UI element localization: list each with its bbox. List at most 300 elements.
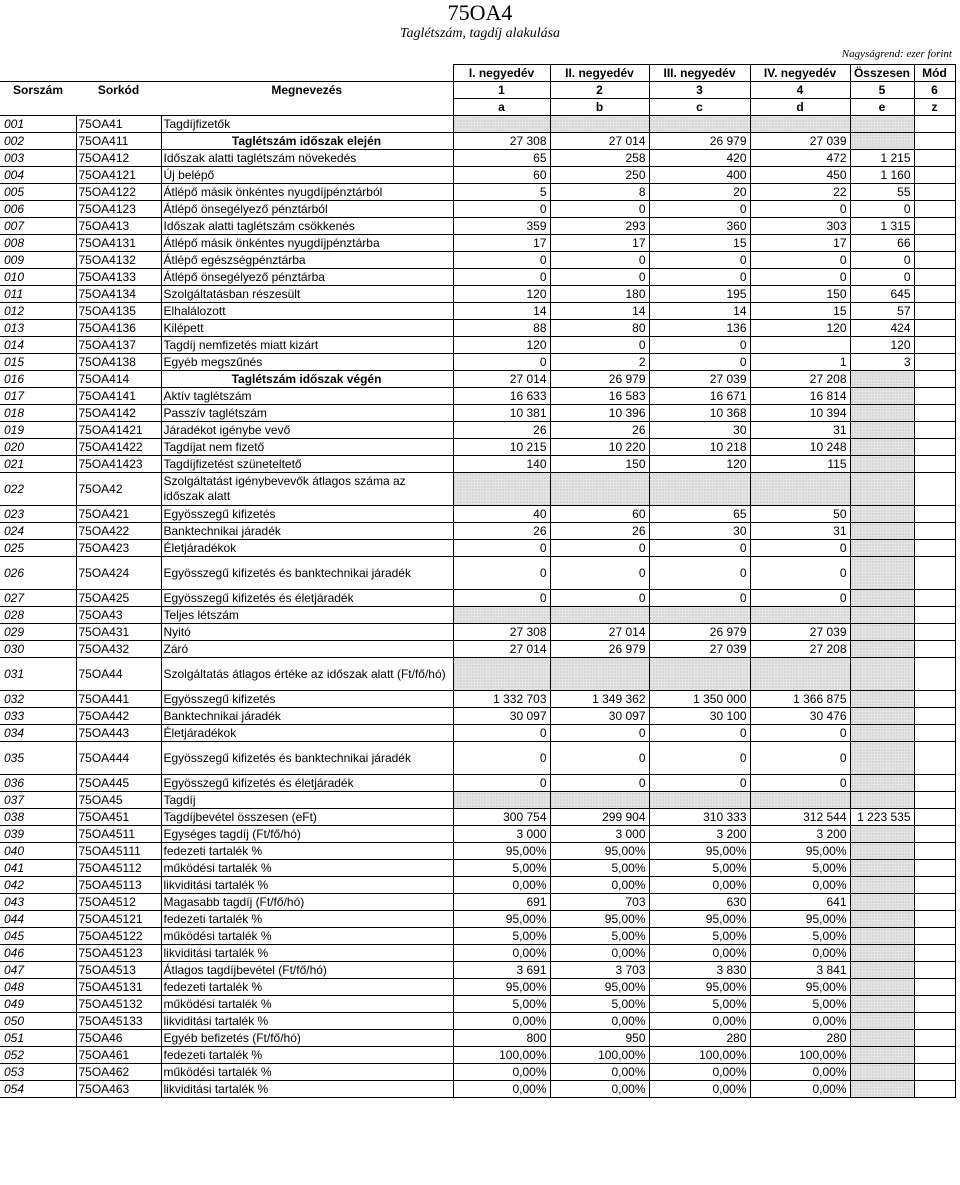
row-q1-value: 0 bbox=[453, 252, 550, 269]
table-row bbox=[0, 439, 955, 456]
row-q2-value: 0,00% bbox=[550, 1064, 649, 1081]
row-sorszam: 009 bbox=[0, 252, 76, 269]
table-row bbox=[0, 422, 955, 439]
row-sorkod: 75OA4142 bbox=[76, 405, 161, 422]
row-sorkod: 75OA45133 bbox=[76, 1013, 161, 1030]
col-letter-e: e bbox=[850, 99, 914, 116]
row-megnevezes: Tagdíj nemfizetés miatt kizárt bbox=[161, 337, 453, 354]
row-q1-value: 14 bbox=[453, 303, 550, 320]
row-megnevezes: Tagdíjat nem fizető bbox=[161, 439, 453, 456]
row-megnevezes: Szolgáltatást igénybevevők átlagos száma az időszak alatt bbox=[161, 473, 453, 506]
row-q2-value: 10 220 bbox=[550, 439, 649, 456]
row-mod-value bbox=[914, 792, 955, 809]
row-q2-value: 17 bbox=[550, 235, 649, 252]
row-mod-value bbox=[914, 1081, 955, 1098]
row-q3-value: 0 bbox=[649, 540, 750, 557]
col-num-3: 3 bbox=[649, 82, 750, 99]
row-q1-value: 26 bbox=[453, 523, 550, 540]
row-q2-value bbox=[550, 658, 649, 691]
row-total-value: 0 bbox=[850, 201, 914, 218]
row-megnevezes: Egyösszegű kifizetés bbox=[161, 691, 453, 708]
row-megnevezes: Elhalálozott bbox=[161, 303, 453, 320]
row-mod-value bbox=[914, 979, 955, 996]
row-total-value: 3 bbox=[850, 354, 914, 371]
row-mod-value bbox=[914, 590, 955, 607]
row-sorszam: 007 bbox=[0, 218, 76, 235]
row-sorszam: 050 bbox=[0, 1013, 76, 1030]
row-sorkod: 75OA46 bbox=[76, 1030, 161, 1047]
row-q4-value: 5,00% bbox=[750, 860, 850, 877]
row-sorszam: 026 bbox=[0, 557, 76, 590]
row-q3-value: 30 bbox=[649, 422, 750, 439]
row-megnevezes: Egyösszegű kifizetés és banktechnikai járadék bbox=[161, 557, 453, 590]
row-sorkod: 75OA411 bbox=[76, 133, 161, 150]
row-mod-value bbox=[914, 456, 955, 473]
row-sorszam: 023 bbox=[0, 506, 76, 523]
row-mod-value bbox=[914, 658, 955, 691]
row-sorszam: 003 bbox=[0, 150, 76, 167]
table-row bbox=[0, 252, 955, 269]
row-sorkod: 75OA422 bbox=[76, 523, 161, 540]
row-q1-value: 140 bbox=[453, 456, 550, 473]
row-sorszam: 032 bbox=[0, 691, 76, 708]
row-sorszam: 016 bbox=[0, 371, 76, 388]
table-row bbox=[0, 928, 955, 945]
table-header bbox=[0, 65, 955, 116]
row-sorszam: 039 bbox=[0, 826, 76, 843]
row-q2-value: 1 349 362 bbox=[550, 691, 649, 708]
row-q4-value: 0,00% bbox=[750, 1013, 850, 1030]
row-q4-value: 95,00% bbox=[750, 979, 850, 996]
table-row bbox=[0, 540, 955, 557]
row-q4-value: 50 bbox=[750, 506, 850, 523]
col-sorkod-header: Sorkód bbox=[76, 82, 161, 99]
row-total-value bbox=[850, 371, 914, 388]
row-q3-value: 630 bbox=[649, 894, 750, 911]
row-sorszam: 044 bbox=[0, 911, 76, 928]
row-mod-value bbox=[914, 962, 955, 979]
row-q4-value: 0 bbox=[750, 725, 850, 742]
row-megnevezes: Időszak alatti taglétszám csökkenés bbox=[161, 218, 453, 235]
table-row bbox=[0, 354, 955, 371]
row-total-value bbox=[850, 1047, 914, 1064]
row-q2-value: 0 bbox=[550, 252, 649, 269]
row-q2-value: 0,00% bbox=[550, 1013, 649, 1030]
row-sorszam: 022 bbox=[0, 473, 76, 506]
row-q3-value: 0 bbox=[649, 354, 750, 371]
col-megnevezes-header: Megnevezés bbox=[161, 82, 453, 99]
table-row bbox=[0, 725, 955, 742]
row-mod-value bbox=[914, 641, 955, 658]
row-sorszam: 024 bbox=[0, 523, 76, 540]
row-q1-value: 0,00% bbox=[453, 877, 550, 894]
row-sorkod: 75OA4123 bbox=[76, 201, 161, 218]
row-q1-value: 60 bbox=[453, 167, 550, 184]
row-q2-value: 95,00% bbox=[550, 979, 649, 996]
col-letter-z: z bbox=[914, 99, 955, 116]
row-megnevezes: Taglétszám időszak végén bbox=[161, 371, 453, 388]
row-q4-value: 641 bbox=[750, 894, 850, 911]
row-q1-value: 5,00% bbox=[453, 860, 550, 877]
row-sorszam: 020 bbox=[0, 439, 76, 456]
row-mod-value bbox=[914, 150, 955, 167]
row-megnevezes: Átlagos tagdíjbevétel (Ft/fő/hó) bbox=[161, 962, 453, 979]
row-total-value: 66 bbox=[850, 235, 914, 252]
row-q3-value: 0 bbox=[649, 201, 750, 218]
row-q4-value: 30 476 bbox=[750, 708, 850, 725]
row-q3-value: 10 368 bbox=[649, 405, 750, 422]
row-sorszam: 043 bbox=[0, 894, 76, 911]
row-sorkod: 75OA423 bbox=[76, 540, 161, 557]
row-total-value bbox=[850, 1064, 914, 1081]
row-q2-value: 5,00% bbox=[550, 928, 649, 945]
col-letter-b: b bbox=[550, 99, 649, 116]
row-q1-value: 3 691 bbox=[453, 962, 550, 979]
row-mod-value bbox=[914, 725, 955, 742]
row-megnevezes: Tagdíjfizetők bbox=[161, 116, 453, 133]
row-q1-value: 5,00% bbox=[453, 928, 550, 945]
row-q4-value: 312 544 bbox=[750, 809, 850, 826]
row-q2-value: 14 bbox=[550, 303, 649, 320]
table-row bbox=[0, 708, 955, 725]
row-q2-value: 180 bbox=[550, 286, 649, 303]
row-sorszam: 038 bbox=[0, 809, 76, 826]
row-q4-value: 0,00% bbox=[750, 1064, 850, 1081]
row-mod-value bbox=[914, 809, 955, 826]
row-q2-value: 150 bbox=[550, 456, 649, 473]
row-sorszam: 031 bbox=[0, 658, 76, 691]
row-q4-value: 5,00% bbox=[750, 928, 850, 945]
row-q2-value: 0 bbox=[550, 590, 649, 607]
row-q1-value: 0 bbox=[453, 590, 550, 607]
row-q1-value: 0 bbox=[453, 775, 550, 792]
table-row bbox=[0, 286, 955, 303]
row-sorszam: 054 bbox=[0, 1081, 76, 1098]
table-row bbox=[0, 945, 955, 962]
row-q1-value: 100,00% bbox=[453, 1047, 550, 1064]
row-q4-value: 27 039 bbox=[750, 624, 850, 641]
row-sorszam: 027 bbox=[0, 590, 76, 607]
row-q1-value bbox=[453, 658, 550, 691]
row-mod-value bbox=[914, 911, 955, 928]
row-sorkod: 75OA45 bbox=[76, 792, 161, 809]
row-megnevezes: fedezeti tartalék % bbox=[161, 979, 453, 996]
row-sorkod: 75OA445 bbox=[76, 775, 161, 792]
row-mod-value bbox=[914, 1064, 955, 1081]
row-mod-value bbox=[914, 337, 955, 354]
row-total-value: 1 223 535 bbox=[850, 809, 914, 826]
row-sorkod: 75OA442 bbox=[76, 708, 161, 725]
row-mod-value bbox=[914, 708, 955, 725]
row-q2-value: 0 bbox=[550, 557, 649, 590]
row-q4-value: 31 bbox=[750, 523, 850, 540]
row-q1-value: 0 bbox=[453, 540, 550, 557]
row-sorkod: 75OA4131 bbox=[76, 235, 161, 252]
row-q2-value: 30 097 bbox=[550, 708, 649, 725]
row-sorkod: 75OA4132 bbox=[76, 252, 161, 269]
row-megnevezes: Életjáradékok bbox=[161, 540, 453, 557]
row-sorszam: 042 bbox=[0, 877, 76, 894]
row-q1-value: 0,00% bbox=[453, 1013, 550, 1030]
row-sorszam: 010 bbox=[0, 269, 76, 286]
table-row bbox=[0, 1081, 955, 1098]
row-sorkod: 75OA45132 bbox=[76, 996, 161, 1013]
table-row bbox=[0, 658, 955, 691]
row-mod-value bbox=[914, 523, 955, 540]
row-megnevezes: fedezeti tartalék % bbox=[161, 1047, 453, 1064]
row-sorszam: 019 bbox=[0, 422, 76, 439]
row-total-value bbox=[850, 439, 914, 456]
row-q3-value: 14 bbox=[649, 303, 750, 320]
row-megnevezes: Új belépő bbox=[161, 167, 453, 184]
row-q2-value: 100,00% bbox=[550, 1047, 649, 1064]
table-row bbox=[0, 150, 955, 167]
table-body bbox=[0, 116, 955, 1098]
row-q1-value: 691 bbox=[453, 894, 550, 911]
row-q1-value: 3 000 bbox=[453, 826, 550, 843]
row-sorkod: 75OA4512 bbox=[76, 894, 161, 911]
row-mod-value bbox=[914, 184, 955, 201]
row-q4-value: 0 bbox=[750, 775, 850, 792]
row-sorszam: 030 bbox=[0, 641, 76, 658]
table-row bbox=[0, 826, 955, 843]
table-row bbox=[0, 201, 955, 218]
row-q4-value: 22 bbox=[750, 184, 850, 201]
row-q3-value bbox=[649, 792, 750, 809]
row-q2-value: 258 bbox=[550, 150, 649, 167]
row-sorszam: 025 bbox=[0, 540, 76, 557]
row-sorszam: 034 bbox=[0, 725, 76, 742]
col-total-header: Összesen bbox=[850, 65, 914, 82]
row-q4-value bbox=[750, 658, 850, 691]
row-q2-value: 0,00% bbox=[550, 877, 649, 894]
row-megnevezes: Magasabb tagdíj (Ft/fő/hó) bbox=[161, 894, 453, 911]
col-q1-header: I. negyedév bbox=[453, 65, 550, 82]
row-sorkod: 75OA424 bbox=[76, 557, 161, 590]
row-mod-value bbox=[914, 1013, 955, 1030]
row-sorkod: 75OA413 bbox=[76, 218, 161, 235]
row-total-value bbox=[850, 133, 914, 150]
row-sorkod: 75OA4141 bbox=[76, 388, 161, 405]
row-q3-value: 3 200 bbox=[649, 826, 750, 843]
row-q2-value: 26 bbox=[550, 422, 649, 439]
row-sorkod: 75OA45111 bbox=[76, 843, 161, 860]
row-q3-value: 0,00% bbox=[649, 1064, 750, 1081]
row-q3-value: 360 bbox=[649, 218, 750, 235]
row-q4-value: 0,00% bbox=[750, 1081, 850, 1098]
row-mod-value bbox=[914, 624, 955, 641]
row-q3-value: 0 bbox=[649, 269, 750, 286]
row-q4-value: 0 bbox=[750, 540, 850, 557]
row-mod-value bbox=[914, 607, 955, 624]
table-row bbox=[0, 235, 955, 252]
row-total-value: 0 bbox=[850, 252, 914, 269]
row-q3-value: 30 bbox=[649, 523, 750, 540]
row-sorszam: 033 bbox=[0, 708, 76, 725]
table-row bbox=[0, 996, 955, 1013]
row-q2-value: 5,00% bbox=[550, 860, 649, 877]
row-megnevezes: likviditási tartalék % bbox=[161, 945, 453, 962]
row-total-value bbox=[850, 742, 914, 775]
row-sorszam: 013 bbox=[0, 320, 76, 337]
row-q2-value: 26 bbox=[550, 523, 649, 540]
row-total-value bbox=[850, 116, 914, 133]
row-sorszam: 036 bbox=[0, 775, 76, 792]
row-q3-value: 65 bbox=[649, 506, 750, 523]
row-q1-value: 0 bbox=[453, 201, 550, 218]
table-row bbox=[0, 809, 955, 826]
table-row bbox=[0, 962, 955, 979]
row-q3-value: 0 bbox=[649, 775, 750, 792]
row-q4-value: 0 bbox=[750, 201, 850, 218]
row-q1-value bbox=[453, 607, 550, 624]
row-sorkod: 75OA443 bbox=[76, 725, 161, 742]
row-q1-value: 300 754 bbox=[453, 809, 550, 826]
row-q2-value: 95,00% bbox=[550, 843, 649, 860]
row-mod-value bbox=[914, 388, 955, 405]
row-total-value bbox=[850, 523, 914, 540]
row-megnevezes: Egyösszegű kifizetés és banktechnikai járadék bbox=[161, 742, 453, 775]
col-letter-a: a bbox=[453, 99, 550, 116]
table-row bbox=[0, 843, 955, 860]
row-q2-value bbox=[550, 607, 649, 624]
row-total-value: 1 215 bbox=[850, 150, 914, 167]
row-total-value bbox=[850, 473, 914, 506]
row-megnevezes: fedezeti tartalék % bbox=[161, 843, 453, 860]
row-total-value bbox=[850, 658, 914, 691]
row-megnevezes: Banktechnikai járadék bbox=[161, 523, 453, 540]
row-sorszam: 014 bbox=[0, 337, 76, 354]
row-total-value bbox=[850, 928, 914, 945]
row-q3-value: 5,00% bbox=[649, 860, 750, 877]
row-mod-value bbox=[914, 405, 955, 422]
row-q2-value: 950 bbox=[550, 1030, 649, 1047]
row-megnevezes: Életjáradékok bbox=[161, 725, 453, 742]
row-total-value bbox=[850, 1030, 914, 1047]
row-q4-value: 10 394 bbox=[750, 405, 850, 422]
row-q3-value: 136 bbox=[649, 320, 750, 337]
row-q1-value: 95,00% bbox=[453, 843, 550, 860]
table-row bbox=[0, 775, 955, 792]
row-megnevezes: működési tartalék % bbox=[161, 996, 453, 1013]
row-q4-value: 31 bbox=[750, 422, 850, 439]
row-q1-value: 0,00% bbox=[453, 1064, 550, 1081]
row-mod-value bbox=[914, 116, 955, 133]
row-q4-value: 3 200 bbox=[750, 826, 850, 843]
row-sorkod: 75OA451 bbox=[76, 809, 161, 826]
row-total-value bbox=[850, 979, 914, 996]
row-sorkod: 75OA45123 bbox=[76, 945, 161, 962]
row-total-value bbox=[850, 877, 914, 894]
row-q2-value: 3 000 bbox=[550, 826, 649, 843]
table-row bbox=[0, 116, 955, 133]
row-q2-value: 10 396 bbox=[550, 405, 649, 422]
row-q3-value: 0,00% bbox=[649, 877, 750, 894]
row-sorkod: 75OA421 bbox=[76, 506, 161, 523]
table-row bbox=[0, 742, 955, 775]
row-mod-value bbox=[914, 303, 955, 320]
col-num-1: 1 bbox=[453, 82, 550, 99]
row-q2-value: 0 bbox=[550, 201, 649, 218]
row-total-value bbox=[850, 405, 914, 422]
table-row bbox=[0, 792, 955, 809]
col-num-4: 4 bbox=[750, 82, 850, 99]
row-mod-value bbox=[914, 320, 955, 337]
row-q2-value: 0,00% bbox=[550, 1081, 649, 1098]
table-row bbox=[0, 184, 955, 201]
row-mod-value bbox=[914, 928, 955, 945]
row-sorkod: 75OA463 bbox=[76, 1081, 161, 1098]
row-q3-value bbox=[649, 116, 750, 133]
row-mod-value bbox=[914, 235, 955, 252]
row-sorkod: 75OA4513 bbox=[76, 962, 161, 979]
report-title: 75OA4 bbox=[447, 0, 513, 25]
row-sorkod: 75OA4133 bbox=[76, 269, 161, 286]
report-subtitle: Taglétszám, tagdíj alakulása bbox=[399, 26, 561, 41]
row-sorkod: 75OA41421 bbox=[76, 422, 161, 439]
row-sorkod: 75OA4136 bbox=[76, 320, 161, 337]
row-total-value bbox=[850, 422, 914, 439]
row-mod-value bbox=[914, 826, 955, 843]
col-q4-header: IV. negyedév bbox=[750, 65, 850, 82]
row-megnevezes: Időszak alatti taglétszám növekedés bbox=[161, 150, 453, 167]
row-sorkod: 75OA45121 bbox=[76, 911, 161, 928]
row-mod-value bbox=[914, 860, 955, 877]
row-sorkod: 75OA461 bbox=[76, 1047, 161, 1064]
table-row bbox=[0, 405, 955, 422]
row-q3-value: 5,00% bbox=[649, 928, 750, 945]
row-mod-value bbox=[914, 252, 955, 269]
row-q2-value: 2 bbox=[550, 354, 649, 371]
row-q2-value: 26 979 bbox=[550, 641, 649, 658]
row-total-value bbox=[850, 996, 914, 1013]
row-q1-value: 17 bbox=[453, 235, 550, 252]
row-sorszam: 051 bbox=[0, 1030, 76, 1047]
row-q3-value: 0 bbox=[649, 725, 750, 742]
row-q1-value: 10 215 bbox=[453, 439, 550, 456]
row-q3-value: 3 830 bbox=[649, 962, 750, 979]
row-q3-value bbox=[649, 658, 750, 691]
row-sorszam: 048 bbox=[0, 979, 76, 996]
row-mod-value bbox=[914, 167, 955, 184]
row-sorkod: 75OA412 bbox=[76, 150, 161, 167]
row-q4-value bbox=[750, 792, 850, 809]
table-row bbox=[0, 167, 955, 184]
table-row bbox=[0, 269, 955, 286]
table-row bbox=[0, 133, 955, 150]
row-q1-value: 95,00% bbox=[453, 979, 550, 996]
row-sorkod: 75OA45112 bbox=[76, 860, 161, 877]
row-q3-value: 10 218 bbox=[649, 439, 750, 456]
row-q4-value: 0 bbox=[750, 742, 850, 775]
row-total-value bbox=[850, 1013, 914, 1030]
row-q1-value: 1 332 703 bbox=[453, 691, 550, 708]
row-q1-value: 27 308 bbox=[453, 624, 550, 641]
row-total-value: 424 bbox=[850, 320, 914, 337]
row-sorkod: 75OA4134 bbox=[76, 286, 161, 303]
row-q4-value: 280 bbox=[750, 1030, 850, 1047]
row-sorszam: 047 bbox=[0, 962, 76, 979]
row-megnevezes: Teljes létszám bbox=[161, 607, 453, 624]
table-row bbox=[0, 388, 955, 405]
row-sorszam: 002 bbox=[0, 133, 76, 150]
row-q2-value: 26 979 bbox=[550, 371, 649, 388]
row-q3-value: 27 039 bbox=[649, 371, 750, 388]
row-q3-value: 16 671 bbox=[649, 388, 750, 405]
table-row bbox=[0, 860, 955, 877]
row-q1-value: 800 bbox=[453, 1030, 550, 1047]
table-row bbox=[0, 218, 955, 235]
